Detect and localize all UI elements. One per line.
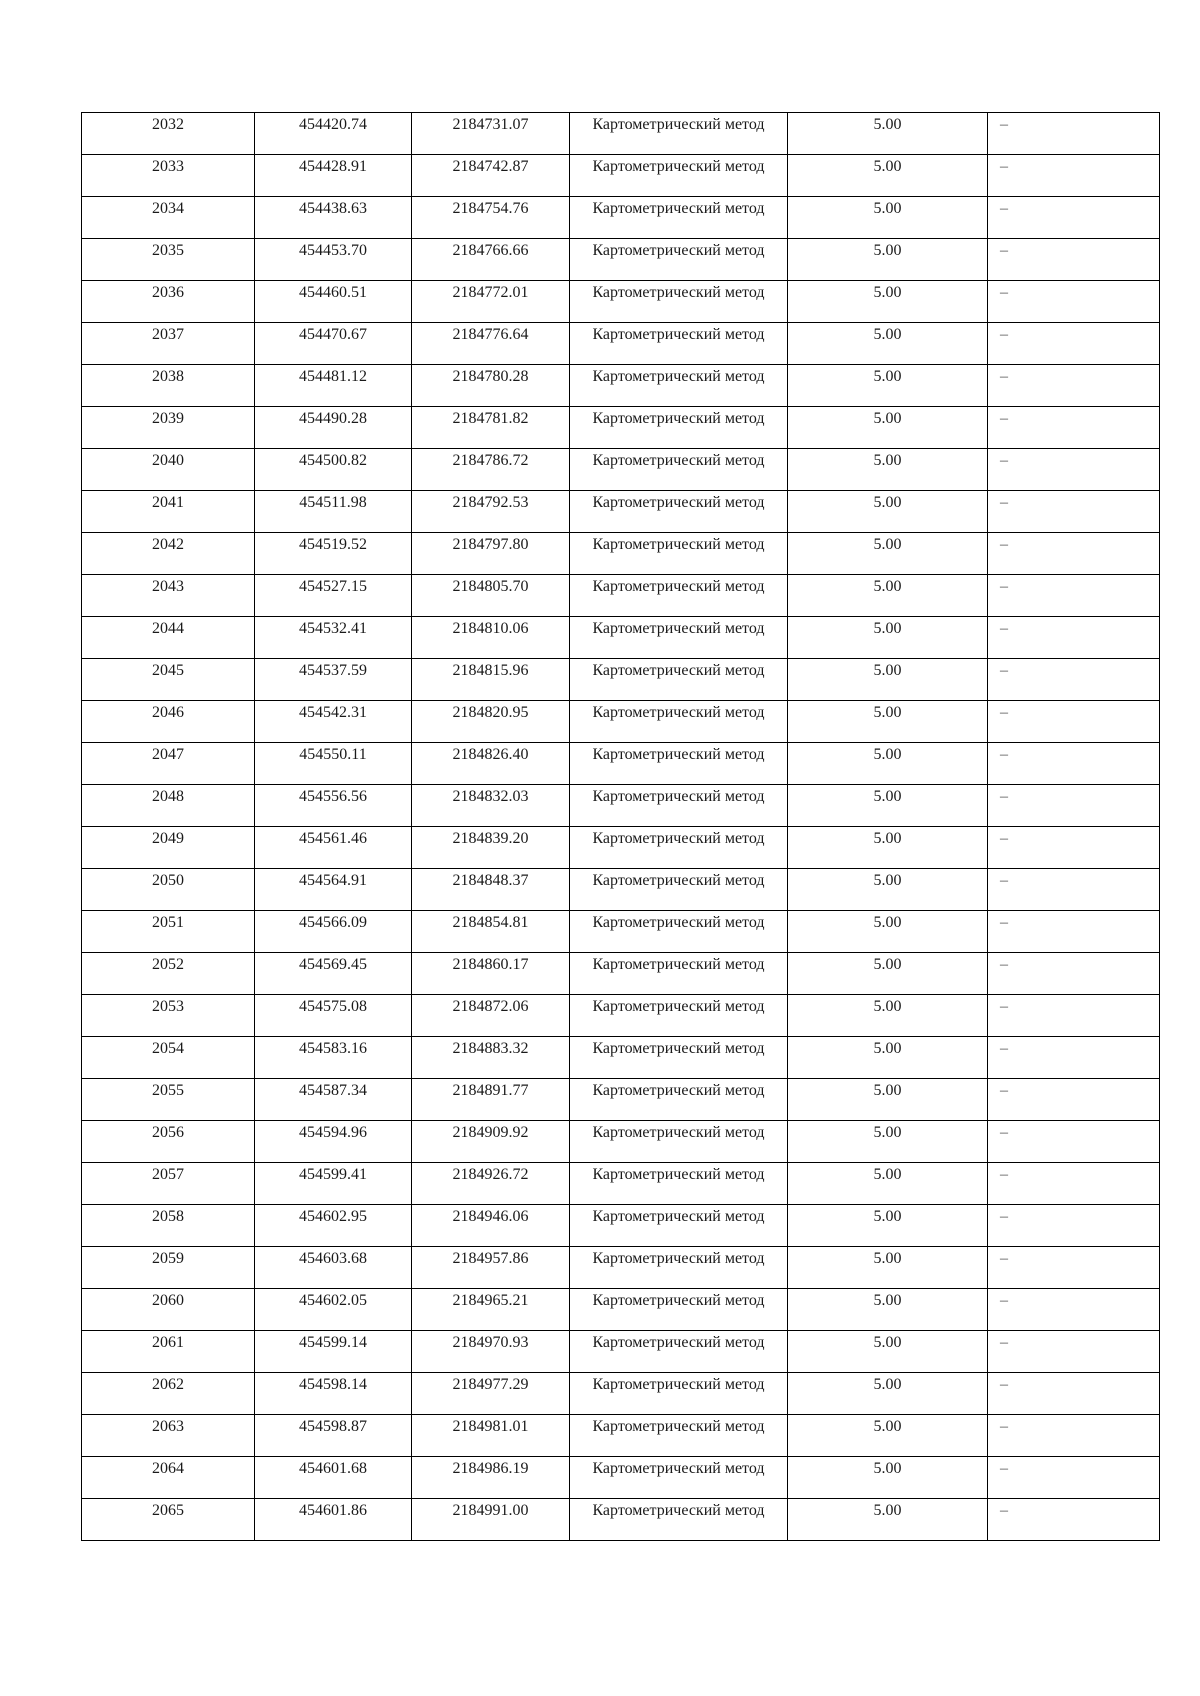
point-number-cell: 2063 bbox=[82, 1415, 255, 1457]
y-coordinate-cell: 2184766.66 bbox=[412, 239, 570, 281]
x-coordinate-cell: 454601.86 bbox=[255, 1499, 412, 1541]
y-coordinate-cell: 2184731.07 bbox=[412, 113, 570, 155]
method-cell: Картометрический метод bbox=[570, 659, 788, 701]
description-cell: – bbox=[988, 1037, 1160, 1079]
x-coordinate-cell: 454490.28 bbox=[255, 407, 412, 449]
y-coordinate-cell: 2184786.72 bbox=[412, 449, 570, 491]
table-row bbox=[82, 869, 1160, 911]
accuracy-cell: 5.00 bbox=[788, 407, 988, 449]
method-cell: Картометрический метод bbox=[570, 953, 788, 995]
point-number-cell: 2033 bbox=[82, 155, 255, 197]
x-coordinate-cell: 454511.98 bbox=[255, 491, 412, 533]
point-number-cell: 2039 bbox=[82, 407, 255, 449]
table-row bbox=[82, 281, 1160, 323]
description-cell: – bbox=[988, 239, 1160, 281]
table-row bbox=[82, 575, 1160, 617]
description-cell: – bbox=[988, 407, 1160, 449]
point-number-cell: 2042 bbox=[82, 533, 255, 575]
accuracy-cell: 5.00 bbox=[788, 1079, 988, 1121]
table-row bbox=[82, 1373, 1160, 1415]
accuracy-cell: 5.00 bbox=[788, 1247, 988, 1289]
method-cell: Картометрический метод bbox=[570, 1247, 788, 1289]
point-number-cell: 2051 bbox=[82, 911, 255, 953]
description-cell: – bbox=[988, 491, 1160, 533]
accuracy-cell: 5.00 bbox=[788, 323, 988, 365]
x-coordinate-cell: 454428.91 bbox=[255, 155, 412, 197]
point-number-cell: 2038 bbox=[82, 365, 255, 407]
table-row bbox=[82, 491, 1160, 533]
y-coordinate-cell: 2184754.76 bbox=[412, 197, 570, 239]
description-cell: – bbox=[988, 323, 1160, 365]
y-coordinate-cell: 2184805.70 bbox=[412, 575, 570, 617]
accuracy-cell: 5.00 bbox=[788, 1331, 988, 1373]
y-coordinate-cell: 2184991.00 bbox=[412, 1499, 570, 1541]
accuracy-cell: 5.00 bbox=[788, 785, 988, 827]
x-coordinate-cell: 454599.14 bbox=[255, 1331, 412, 1373]
accuracy-cell: 5.00 bbox=[788, 113, 988, 155]
x-coordinate-cell: 454527.15 bbox=[255, 575, 412, 617]
description-cell: – bbox=[988, 911, 1160, 953]
method-cell: Картометрический метод bbox=[570, 785, 788, 827]
accuracy-cell: 5.00 bbox=[788, 743, 988, 785]
point-number-cell: 2052 bbox=[82, 953, 255, 995]
point-number-cell: 2035 bbox=[82, 239, 255, 281]
description-cell: – bbox=[988, 953, 1160, 995]
table-row bbox=[82, 1415, 1160, 1457]
point-number-cell: 2062 bbox=[82, 1373, 255, 1415]
x-coordinate-cell: 454594.96 bbox=[255, 1121, 412, 1163]
x-coordinate-cell: 454566.09 bbox=[255, 911, 412, 953]
y-coordinate-cell: 2184810.06 bbox=[412, 617, 570, 659]
point-number-cell: 2040 bbox=[82, 449, 255, 491]
point-number-cell: 2050 bbox=[82, 869, 255, 911]
method-cell: Картометрический метод bbox=[570, 743, 788, 785]
table-row bbox=[82, 1163, 1160, 1205]
y-coordinate-cell: 2184781.82 bbox=[412, 407, 570, 449]
coordinates-table-body bbox=[82, 113, 1160, 1541]
table-row bbox=[82, 365, 1160, 407]
point-number-cell: 2044 bbox=[82, 617, 255, 659]
x-coordinate-cell: 454470.67 bbox=[255, 323, 412, 365]
y-coordinate-cell: 2184883.32 bbox=[412, 1037, 570, 1079]
accuracy-cell: 5.00 bbox=[788, 1289, 988, 1331]
y-coordinate-cell: 2184780.28 bbox=[412, 365, 570, 407]
method-cell: Картометрический метод bbox=[570, 281, 788, 323]
method-cell: Картометрический метод bbox=[570, 1373, 788, 1415]
x-coordinate-cell: 454550.11 bbox=[255, 743, 412, 785]
description-cell: – bbox=[988, 197, 1160, 239]
point-number-cell: 2048 bbox=[82, 785, 255, 827]
description-cell: – bbox=[988, 785, 1160, 827]
description-cell: – bbox=[988, 1247, 1160, 1289]
table-row bbox=[82, 1499, 1160, 1541]
description-cell: – bbox=[988, 1121, 1160, 1163]
y-coordinate-cell: 2184860.17 bbox=[412, 953, 570, 995]
method-cell: Картометрический метод bbox=[570, 869, 788, 911]
accuracy-cell: 5.00 bbox=[788, 1121, 988, 1163]
point-number-cell: 2064 bbox=[82, 1457, 255, 1499]
method-cell: Картометрический метод bbox=[570, 449, 788, 491]
accuracy-cell: 5.00 bbox=[788, 449, 988, 491]
point-number-cell: 2053 bbox=[82, 995, 255, 1037]
accuracy-cell: 5.00 bbox=[788, 491, 988, 533]
accuracy-cell: 5.00 bbox=[788, 533, 988, 575]
table-row bbox=[82, 827, 1160, 869]
y-coordinate-cell: 2184977.29 bbox=[412, 1373, 570, 1415]
method-cell: Картометрический метод bbox=[570, 701, 788, 743]
table-row bbox=[82, 1331, 1160, 1373]
accuracy-cell: 5.00 bbox=[788, 197, 988, 239]
point-number-cell: 2061 bbox=[82, 1331, 255, 1373]
accuracy-cell: 5.00 bbox=[788, 239, 988, 281]
table-row bbox=[82, 113, 1160, 155]
method-cell: Картометрический метод bbox=[570, 827, 788, 869]
table-row bbox=[82, 323, 1160, 365]
description-cell: – bbox=[988, 617, 1160, 659]
table-row bbox=[82, 1121, 1160, 1163]
description-cell: – bbox=[988, 449, 1160, 491]
method-cell: Картометрический метод bbox=[570, 995, 788, 1037]
table-row bbox=[82, 1457, 1160, 1499]
point-number-cell: 2032 bbox=[82, 113, 255, 155]
table-row bbox=[82, 911, 1160, 953]
table-row bbox=[82, 533, 1160, 575]
y-coordinate-cell: 2184981.01 bbox=[412, 1415, 570, 1457]
description-cell: – bbox=[988, 113, 1160, 155]
x-coordinate-cell: 454532.41 bbox=[255, 617, 412, 659]
table-row bbox=[82, 701, 1160, 743]
description-cell: – bbox=[988, 1415, 1160, 1457]
description-cell: – bbox=[988, 1205, 1160, 1247]
x-coordinate-cell: 454537.59 bbox=[255, 659, 412, 701]
x-coordinate-cell: 454599.41 bbox=[255, 1163, 412, 1205]
point-number-cell: 2057 bbox=[82, 1163, 255, 1205]
x-coordinate-cell: 454542.31 bbox=[255, 701, 412, 743]
description-cell: – bbox=[988, 1457, 1160, 1499]
y-coordinate-cell: 2184986.19 bbox=[412, 1457, 570, 1499]
y-coordinate-cell: 2184820.95 bbox=[412, 701, 570, 743]
y-coordinate-cell: 2184742.87 bbox=[412, 155, 570, 197]
point-number-cell: 2034 bbox=[82, 197, 255, 239]
table-row bbox=[82, 239, 1160, 281]
method-cell: Картометрический метод bbox=[570, 1079, 788, 1121]
x-coordinate-cell: 454438.63 bbox=[255, 197, 412, 239]
point-number-cell: 2041 bbox=[82, 491, 255, 533]
description-cell: – bbox=[988, 701, 1160, 743]
method-cell: Картометрический метод bbox=[570, 113, 788, 155]
accuracy-cell: 5.00 bbox=[788, 575, 988, 617]
method-cell: Картометрический метод bbox=[570, 1163, 788, 1205]
y-coordinate-cell: 2184854.81 bbox=[412, 911, 570, 953]
y-coordinate-cell: 2184826.40 bbox=[412, 743, 570, 785]
x-coordinate-cell: 454500.82 bbox=[255, 449, 412, 491]
point-number-cell: 2058 bbox=[82, 1205, 255, 1247]
x-coordinate-cell: 454603.68 bbox=[255, 1247, 412, 1289]
method-cell: Картометрический метод bbox=[570, 1205, 788, 1247]
method-cell: Картометрический метод bbox=[570, 1415, 788, 1457]
table-row bbox=[82, 1037, 1160, 1079]
y-coordinate-cell: 2184815.96 bbox=[412, 659, 570, 701]
method-cell: Картометрический метод bbox=[570, 533, 788, 575]
point-number-cell: 2056 bbox=[82, 1121, 255, 1163]
description-cell: – bbox=[988, 1331, 1160, 1373]
method-cell: Картометрический метод bbox=[570, 1331, 788, 1373]
accuracy-cell: 5.00 bbox=[788, 911, 988, 953]
y-coordinate-cell: 2184839.20 bbox=[412, 827, 570, 869]
table-row bbox=[82, 659, 1160, 701]
y-coordinate-cell: 2184772.01 bbox=[412, 281, 570, 323]
accuracy-cell: 5.00 bbox=[788, 1499, 988, 1541]
x-coordinate-cell: 454602.05 bbox=[255, 1289, 412, 1331]
table-row bbox=[82, 995, 1160, 1037]
accuracy-cell: 5.00 bbox=[788, 281, 988, 323]
table-row bbox=[82, 155, 1160, 197]
x-coordinate-cell: 454556.56 bbox=[255, 785, 412, 827]
accuracy-cell: 5.00 bbox=[788, 617, 988, 659]
y-coordinate-cell: 2184926.72 bbox=[412, 1163, 570, 1205]
description-cell: – bbox=[988, 365, 1160, 407]
y-coordinate-cell: 2184965.21 bbox=[412, 1289, 570, 1331]
point-number-cell: 2045 bbox=[82, 659, 255, 701]
y-coordinate-cell: 2184957.86 bbox=[412, 1247, 570, 1289]
accuracy-cell: 5.00 bbox=[788, 1373, 988, 1415]
accuracy-cell: 5.00 bbox=[788, 659, 988, 701]
point-number-cell: 2065 bbox=[82, 1499, 255, 1541]
point-number-cell: 2047 bbox=[82, 743, 255, 785]
point-number-cell: 2059 bbox=[82, 1247, 255, 1289]
point-number-cell: 2049 bbox=[82, 827, 255, 869]
x-coordinate-cell: 454598.14 bbox=[255, 1373, 412, 1415]
y-coordinate-cell: 2184797.80 bbox=[412, 533, 570, 575]
table-row bbox=[82, 953, 1160, 995]
x-coordinate-cell: 454587.34 bbox=[255, 1079, 412, 1121]
method-cell: Картометрический метод bbox=[570, 1499, 788, 1541]
y-coordinate-cell: 2184792.53 bbox=[412, 491, 570, 533]
table-row bbox=[82, 449, 1160, 491]
y-coordinate-cell: 2184832.03 bbox=[412, 785, 570, 827]
point-number-cell: 2060 bbox=[82, 1289, 255, 1331]
point-number-cell: 2037 bbox=[82, 323, 255, 365]
x-coordinate-cell: 454561.46 bbox=[255, 827, 412, 869]
accuracy-cell: 5.00 bbox=[788, 869, 988, 911]
table-row bbox=[82, 1289, 1160, 1331]
description-cell: – bbox=[988, 1163, 1160, 1205]
description-cell: – bbox=[988, 281, 1160, 323]
table-row bbox=[82, 197, 1160, 239]
x-coordinate-cell: 454481.12 bbox=[255, 365, 412, 407]
x-coordinate-cell: 454602.95 bbox=[255, 1205, 412, 1247]
table-row bbox=[82, 1205, 1160, 1247]
accuracy-cell: 5.00 bbox=[788, 1163, 988, 1205]
accuracy-cell: 5.00 bbox=[788, 953, 988, 995]
method-cell: Картометрический метод bbox=[570, 155, 788, 197]
method-cell: Картометрический метод bbox=[570, 1121, 788, 1163]
x-coordinate-cell: 454564.91 bbox=[255, 869, 412, 911]
accuracy-cell: 5.00 bbox=[788, 155, 988, 197]
x-coordinate-cell: 454598.87 bbox=[255, 1415, 412, 1457]
description-cell: – bbox=[988, 1079, 1160, 1121]
x-coordinate-cell: 454420.74 bbox=[255, 113, 412, 155]
description-cell: – bbox=[988, 1499, 1160, 1541]
accuracy-cell: 5.00 bbox=[788, 827, 988, 869]
description-cell: – bbox=[988, 995, 1160, 1037]
accuracy-cell: 5.00 bbox=[788, 995, 988, 1037]
accuracy-cell: 5.00 bbox=[788, 701, 988, 743]
y-coordinate-cell: 2184909.92 bbox=[412, 1121, 570, 1163]
table-row bbox=[82, 1079, 1160, 1121]
x-coordinate-cell: 454575.08 bbox=[255, 995, 412, 1037]
x-coordinate-cell: 454519.52 bbox=[255, 533, 412, 575]
method-cell: Картометрический метод bbox=[570, 1289, 788, 1331]
x-coordinate-cell: 454453.70 bbox=[255, 239, 412, 281]
table-row bbox=[82, 407, 1160, 449]
method-cell: Картометрический метод bbox=[570, 239, 788, 281]
table-row bbox=[82, 785, 1160, 827]
x-coordinate-cell: 454583.16 bbox=[255, 1037, 412, 1079]
method-cell: Картометрический метод bbox=[570, 365, 788, 407]
method-cell: Картометрический метод bbox=[570, 491, 788, 533]
point-number-cell: 2043 bbox=[82, 575, 255, 617]
point-number-cell: 2046 bbox=[82, 701, 255, 743]
x-coordinate-cell: 454460.51 bbox=[255, 281, 412, 323]
description-cell: – bbox=[988, 659, 1160, 701]
accuracy-cell: 5.00 bbox=[788, 1415, 988, 1457]
x-coordinate-cell: 454601.68 bbox=[255, 1457, 412, 1499]
description-cell: – bbox=[988, 575, 1160, 617]
accuracy-cell: 5.00 bbox=[788, 365, 988, 407]
method-cell: Картометрический метод bbox=[570, 617, 788, 659]
y-coordinate-cell: 2184872.06 bbox=[412, 995, 570, 1037]
method-cell: Картометрический метод bbox=[570, 407, 788, 449]
accuracy-cell: 5.00 bbox=[788, 1457, 988, 1499]
method-cell: Картометрический метод bbox=[570, 197, 788, 239]
x-coordinate-cell: 454569.45 bbox=[255, 953, 412, 995]
table-row bbox=[82, 743, 1160, 785]
description-cell: – bbox=[988, 1373, 1160, 1415]
table-row bbox=[82, 617, 1160, 659]
method-cell: Картометрический метод bbox=[570, 323, 788, 365]
y-coordinate-cell: 2184776.64 bbox=[412, 323, 570, 365]
description-cell: – bbox=[988, 827, 1160, 869]
y-coordinate-cell: 2184891.77 bbox=[412, 1079, 570, 1121]
point-number-cell: 2036 bbox=[82, 281, 255, 323]
description-cell: – bbox=[988, 1289, 1160, 1331]
table-row bbox=[82, 1247, 1160, 1289]
method-cell: Картометрический метод bbox=[570, 575, 788, 617]
point-number-cell: 2054 bbox=[82, 1037, 255, 1079]
description-cell: – bbox=[988, 869, 1160, 911]
accuracy-cell: 5.00 bbox=[788, 1037, 988, 1079]
accuracy-cell: 5.00 bbox=[788, 1205, 988, 1247]
coordinates-table bbox=[81, 112, 1160, 1541]
y-coordinate-cell: 2184848.37 bbox=[412, 869, 570, 911]
method-cell: Картометрический метод bbox=[570, 1457, 788, 1499]
point-number-cell: 2055 bbox=[82, 1079, 255, 1121]
y-coordinate-cell: 2184946.06 bbox=[412, 1205, 570, 1247]
method-cell: Картометрический метод bbox=[570, 911, 788, 953]
description-cell: – bbox=[988, 533, 1160, 575]
description-cell: – bbox=[988, 155, 1160, 197]
method-cell: Картометрический метод bbox=[570, 1037, 788, 1079]
description-cell: – bbox=[988, 743, 1160, 785]
y-coordinate-cell: 2184970.93 bbox=[412, 1331, 570, 1373]
